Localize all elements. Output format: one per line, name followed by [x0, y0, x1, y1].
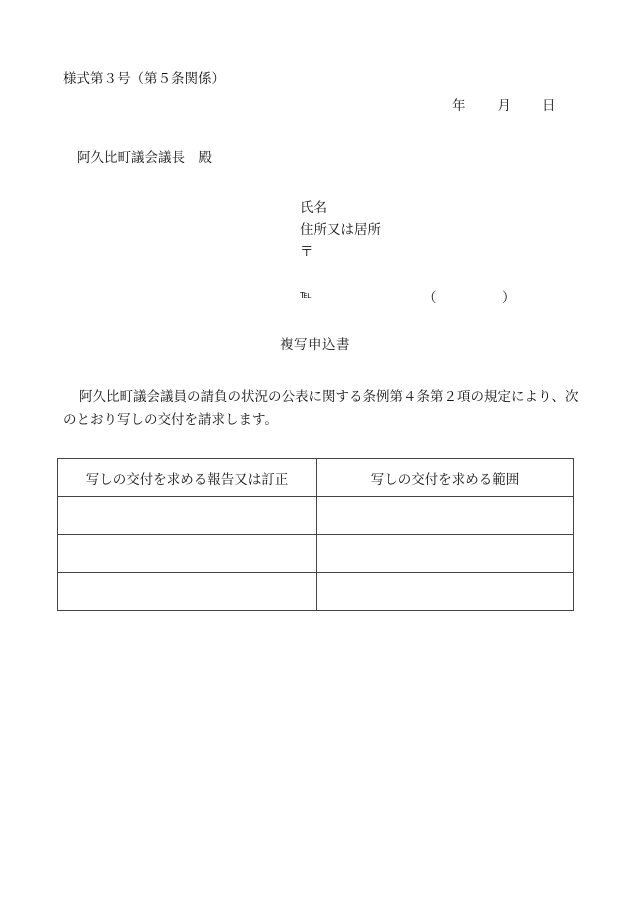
- table-row: [58, 497, 574, 535]
- table-cell-range[interactable]: [317, 573, 574, 611]
- form-number: 様式第３号（第５条関係）: [63, 71, 225, 87]
- table-cell-report[interactable]: [58, 535, 317, 573]
- date-year-label: 年: [452, 98, 466, 114]
- body-paragraph: 阿久比町議会議員の請負の状況の公表に関する条例第４条第２項の規定により、次のとおり写しの交付を請求します。: [63, 389, 579, 428]
- table-header-range: 写しの交付を求める範囲: [317, 459, 574, 497]
- table-header-report: 写しの交付を求める報告又は訂正: [58, 459, 317, 497]
- table-cell-report[interactable]: [58, 497, 317, 535]
- address-label: 住所又は居所: [300, 222, 381, 238]
- tel-line: [300, 286, 516, 306]
- document-title: 複写申込書: [280, 337, 350, 353]
- date-line: [452, 94, 556, 114]
- request-table: [57, 458, 574, 611]
- table-cell-range[interactable]: [317, 497, 574, 535]
- postal-mark: 〒: [300, 244, 314, 260]
- table-row: [58, 535, 574, 573]
- date-day-label: 日: [542, 98, 556, 114]
- table-cell-range[interactable]: [317, 535, 574, 573]
- name-label: 氏名: [300, 200, 327, 216]
- tel-paren-open: （: [423, 290, 437, 306]
- tel-paren-close: ）: [502, 290, 516, 306]
- applicant-block: [300, 197, 381, 263]
- table-header-row: [58, 459, 574, 497]
- date-month-label: 月: [497, 98, 511, 114]
- table-cell-report[interactable]: [58, 573, 317, 611]
- tel-label: ℡: [300, 288, 311, 301]
- addressee: 阿久比町議会議長 殿: [77, 150, 212, 166]
- table-row: [58, 573, 574, 611]
